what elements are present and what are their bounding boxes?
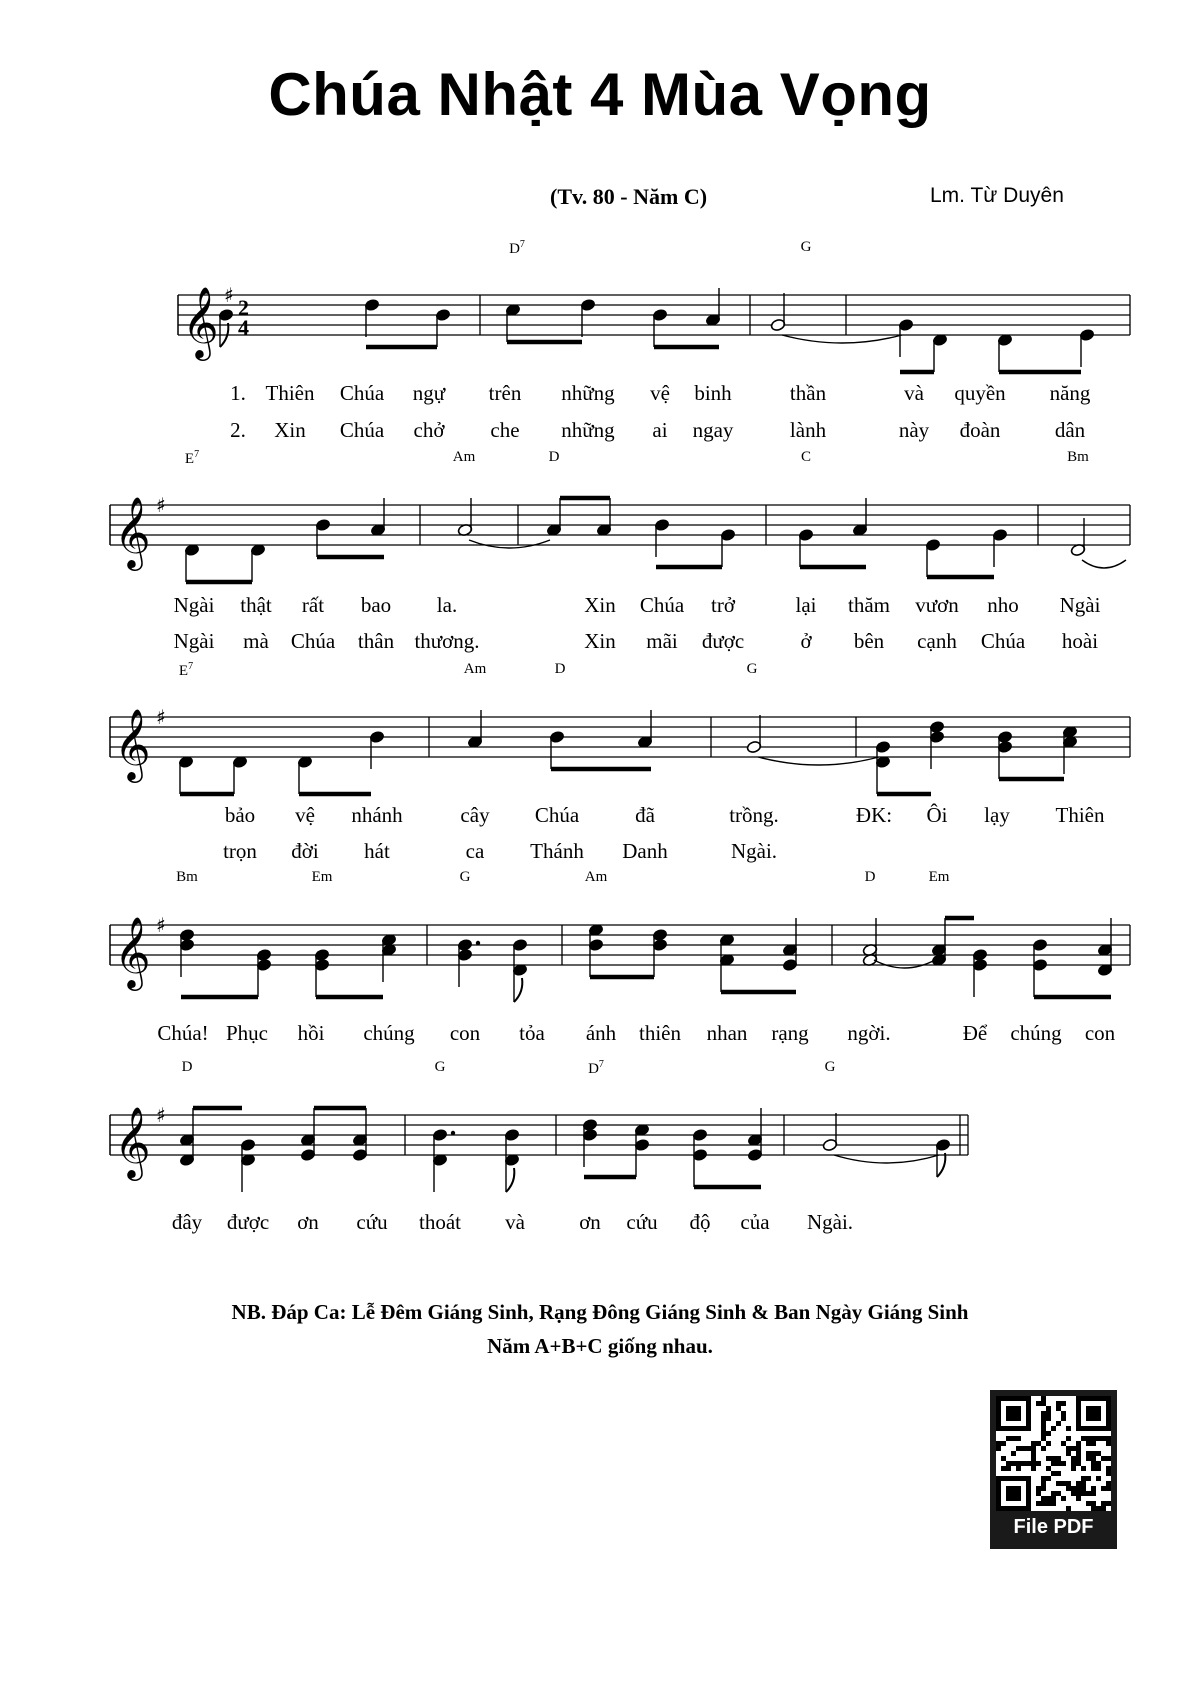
lyric-syllable: Ôi — [926, 803, 948, 827]
sharp-icon: ♯ — [156, 913, 166, 937]
lyric-syllable: con — [1084, 1021, 1116, 1045]
lyric-syllable: cứu — [356, 1210, 388, 1234]
lyric-syllable: trở — [711, 593, 735, 617]
lyric-syllable: Để — [962, 1021, 988, 1045]
lyric-syllable: nhan — [706, 1021, 748, 1045]
lyric-syllable: Chúa — [339, 381, 385, 405]
lyric-syllable: Thánh — [530, 839, 584, 863]
lyric-syllable: Chúa — [339, 418, 385, 442]
lyric-syllable: ngay — [692, 418, 734, 442]
lyric-syllable: Xin — [274, 418, 306, 442]
lyric-syllable: những — [561, 418, 615, 442]
chord-symbol — [825, 1059, 836, 1076]
lyric-syllable: thân — [357, 629, 395, 653]
chord-root: D — [554, 661, 566, 677]
chord-root: D — [548, 449, 560, 465]
flag — [506, 1168, 514, 1192]
chord-root: Bm — [1067, 449, 1089, 465]
lyric-syllable: trồng. — [729, 803, 779, 827]
lyric-syllable: lành — [789, 418, 827, 442]
dot — [451, 1131, 455, 1135]
lyric-syllable: cạnh — [917, 629, 957, 653]
lyric-syllable: ơn — [297, 1210, 319, 1234]
treble-clef-icon: 𝄞 — [114, 495, 151, 568]
chord-root: Am — [452, 449, 476, 465]
sharp-icon: ♯ — [224, 283, 234, 307]
lyric-syllable: con — [449, 1021, 481, 1045]
chord-extension: 7 — [519, 239, 525, 250]
lyric-syllable: thần — [789, 381, 827, 405]
lyric-syllable: thật — [240, 593, 272, 617]
lyric-syllable: chúng — [1010, 1021, 1062, 1045]
lyric-syllable: ơn — [579, 1210, 601, 1234]
lyric-syllable: độ — [689, 1210, 711, 1234]
lyric-syllable: binh — [694, 381, 732, 405]
lyric-syllable: Ngài — [173, 593, 215, 617]
lyric-syllable: Chúa — [534, 803, 580, 827]
qr-code-badge[interactable] — [990, 1390, 1117, 1549]
chord-extension: 7 — [194, 449, 200, 460]
lyric-syllable: Xin — [584, 629, 616, 653]
page-title: Chúa Nhật 4 Mùa Vọng — [268, 61, 932, 128]
treble-clef-icon: 𝄞 — [114, 1105, 151, 1178]
lyric-syllable: mãi — [646, 629, 678, 653]
sharp-icon: ♯ — [156, 705, 166, 729]
lyric-syllable: nho — [987, 593, 1019, 617]
lyric-syllable: bên — [853, 629, 885, 653]
chord-root: Bm — [176, 869, 198, 885]
lyric-syllable: và — [505, 1210, 525, 1234]
lyric-syllable: Danh — [622, 839, 668, 863]
chord-root: G — [800, 239, 812, 255]
lyric-syllable: Thiên — [1055, 803, 1105, 827]
treble-clef-icon: 𝄞 — [114, 915, 151, 988]
lyric-syllable: những — [561, 381, 615, 405]
chord-root: D — [181, 1059, 193, 1075]
time-signature-bottom: 4 — [238, 315, 249, 340]
lyric-syllable: bảo — [224, 803, 256, 827]
chord-root: G — [459, 869, 471, 885]
chord-root: G — [746, 661, 758, 677]
chord-root: E — [178, 663, 189, 679]
chord-extension: 7 — [598, 1059, 604, 1070]
tie — [834, 1155, 939, 1163]
lyric-syllable: thương. — [414, 629, 480, 653]
lyric-syllable: ở — [800, 629, 812, 653]
lyric-syllable: rất — [301, 593, 325, 617]
footnote-line-1: NB. Đáp Ca: Lễ Đêm Giáng Sinh, Rạng Đông Giáng Sinh & Ban Ngày Giáng Sinh — [231, 1300, 969, 1324]
lyric-syllable: thăm — [848, 593, 890, 617]
time-signature-top: 2 — [238, 295, 249, 320]
lyric-syllable: hát — [364, 839, 390, 863]
lyric-syllable: thoát — [419, 1210, 461, 1234]
sharp-icon: ♯ — [156, 493, 166, 517]
lyric-syllable: Chúa — [980, 629, 1026, 653]
lyric-syllable: Ngài. — [806, 1210, 854, 1234]
lyric-syllable: quyền — [954, 381, 1006, 405]
lyric-syllable: tỏa — [519, 1021, 545, 1045]
lyric-syllable: 2. — [230, 418, 246, 442]
lyric-syllable: vươn — [915, 593, 959, 617]
chord-root: D — [864, 869, 876, 885]
chord-root: C — [800, 449, 812, 465]
lyric-syllable: chúng — [363, 1021, 415, 1045]
lyric-syllable: ca — [465, 839, 485, 863]
lyric-syllable: Chúa! — [157, 1021, 209, 1045]
psalm-subtitle: (Tv. 80 - Năm C) — [550, 184, 708, 209]
lyric-syllable: 1. — [230, 381, 246, 405]
lyric-syllable: cứu — [626, 1210, 658, 1234]
chord-root: D — [588, 1061, 599, 1077]
lyric-syllable: năng — [1049, 381, 1091, 405]
lyric-syllable: ĐK: — [855, 803, 893, 827]
lyric-syllable: ai — [652, 418, 668, 442]
lyric-syllable: Ngài — [1059, 593, 1101, 617]
lyric-syllable: che — [490, 418, 520, 442]
lyric-syllable: và — [904, 381, 924, 405]
lyric-syllable: ngời. — [847, 1021, 891, 1045]
footnote-line-2: Năm A+B+C giống nhau. — [487, 1334, 713, 1358]
chord-root: D — [509, 241, 520, 257]
lyric-syllable: được — [701, 629, 745, 653]
lyric-syllable: ngự — [412, 381, 446, 405]
lyric-syllable: Ngài. — [730, 839, 778, 863]
composer-credit: Lm. Từ Duyên — [930, 184, 1064, 207]
lyric-syllable: hồi — [297, 1021, 325, 1045]
lyric-syllable: hoài — [1061, 629, 1099, 653]
lyric-syllable: Chúa — [290, 629, 336, 653]
lyric-syllable: chở — [413, 418, 445, 442]
lyric-syllable: vệ — [295, 803, 315, 827]
lyric-syllable: Thiên — [265, 381, 315, 405]
lyric-syllable: lạy — [984, 803, 1010, 827]
lyric-syllable: đây — [171, 1210, 203, 1234]
chord-root: Em — [928, 869, 950, 885]
lyric-syllable: rạng — [771, 1021, 809, 1045]
lyric-syllable: thiên — [639, 1021, 681, 1045]
lyric-syllable: đoàn — [959, 418, 1001, 442]
lyric-syllable: la. — [436, 593, 458, 617]
chord-root: E — [184, 451, 195, 467]
lyric-syllable: trên — [488, 381, 522, 405]
chord-root: Am — [463, 661, 487, 677]
chord-root: Em — [311, 869, 333, 885]
chord-root: G — [434, 1059, 446, 1075]
qr-label: File PDF — [1013, 1516, 1094, 1538]
lyric-syllable: cây — [460, 803, 490, 827]
lyric-syllable: vệ — [650, 381, 670, 405]
chord-symbol — [588, 1059, 604, 1078]
lyric-syllable: ánh — [585, 1021, 617, 1045]
lyric-syllable: này — [898, 418, 930, 442]
lyric-syllable: đã — [635, 803, 655, 827]
treble-clef-icon: 𝄞 — [182, 285, 219, 358]
lyric-syllable: Phục — [226, 1021, 268, 1045]
flag — [937, 1153, 945, 1177]
lyric-syllable: dân — [1054, 418, 1086, 442]
chord-root: G — [824, 1059, 836, 1075]
lyric-syllable: Chúa — [639, 593, 685, 617]
lyric-syllable: mà — [243, 629, 269, 653]
qr-code-icon — [996, 1396, 1111, 1511]
treble-clef-icon: 𝄞 — [114, 707, 151, 780]
lyric-syllable: của — [740, 1210, 770, 1234]
lyric-syllable: nhánh — [351, 803, 403, 827]
lyric-syllable: bao — [360, 593, 392, 617]
chord-symbol — [435, 1059, 446, 1076]
chord-symbol — [182, 1059, 193, 1076]
lyric-syllable: Xin — [584, 593, 616, 617]
lyric-syllable: trọn — [223, 839, 257, 863]
chord-extension: 7 — [188, 661, 194, 672]
chord-root: Am — [584, 869, 608, 885]
lyric-syllable: Ngài — [173, 629, 215, 653]
sharp-icon: ♯ — [156, 1103, 166, 1127]
lyric-syllable: lại — [795, 593, 817, 617]
lyric-syllable: được — [226, 1210, 270, 1234]
lyric-syllable: đời — [291, 839, 319, 863]
